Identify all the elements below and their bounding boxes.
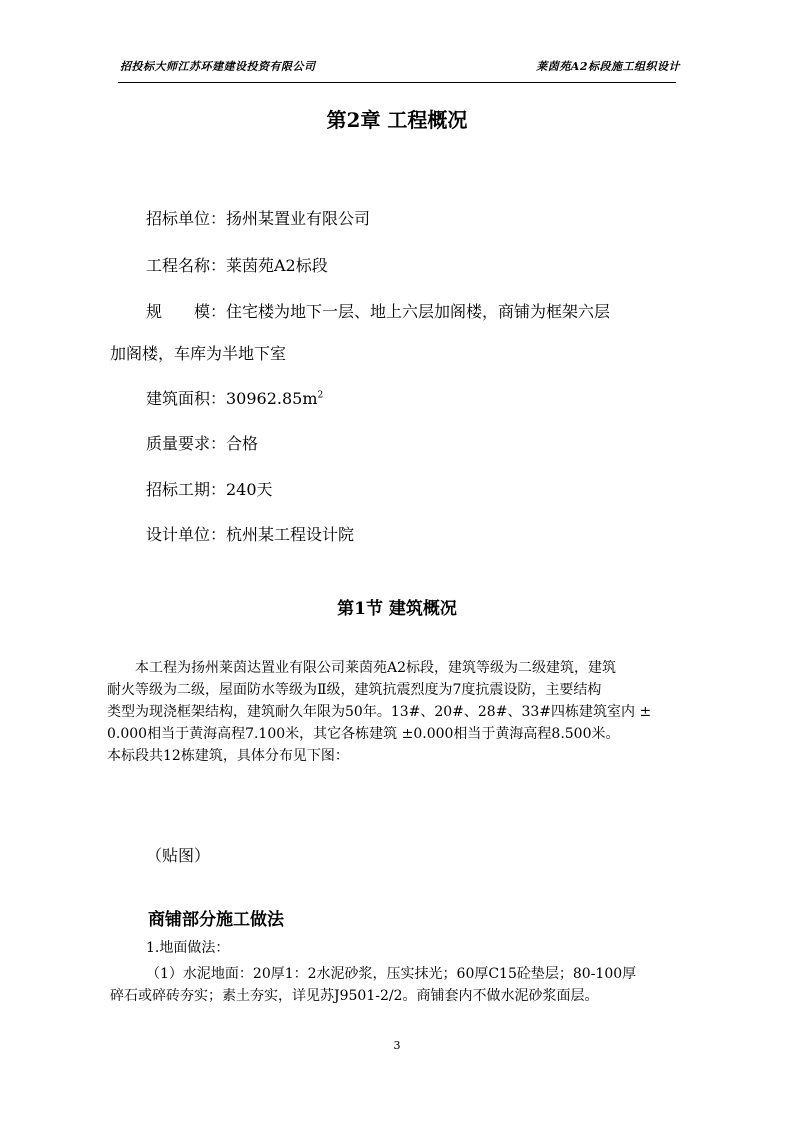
subsection-title: 商铺部分施工做法 <box>148 910 284 930</box>
floor-item-line-continued: 碎石或碎砖夯实；素土夯实，详见苏J9501-2/2。商铺套内不做水泥砂浆面层。 <box>110 988 599 1004</box>
field-bidder: 招标单位：扬州某置业有限公司 <box>146 209 371 228</box>
field-area-superscript: 2 <box>317 390 324 401</box>
section-title: 第1节 建筑概况 <box>337 599 457 619</box>
page-number: 3 <box>393 1039 401 1052</box>
header-document-title: 莱茵苑A2标段施工组织设计 <box>536 60 680 73</box>
overview-line: 0.000相当于黄海高程7.100米，其它各栋建筑 ±0.000相当于黄海高程8.500米。 <box>107 726 620 742</box>
field-period: 招标工期：240天 <box>146 480 273 499</box>
overview-line: 耐火等级为二级，屋面防水等级为Ⅱ级，建筑抗震烈度为7度抗震设防，主要结构 <box>107 682 602 698</box>
floor-item-line: （1）水泥地面：20厚1：2水泥砂浆，压实抹光；60厚C15砼垫层；80-100厚 <box>146 966 637 982</box>
field-quality: 质量要求：合格 <box>146 434 259 453</box>
header-company: 招投标大师江苏环建建设投资有限公司 <box>120 60 316 73</box>
field-scale-continued: 加阁楼，车库为半地下室 <box>110 344 287 363</box>
overview-line: 本标段共12栋建筑，具体分布见下图： <box>107 748 349 764</box>
field-area <box>146 386 323 409</box>
paste-image-note: （贴图） <box>146 846 211 865</box>
header-divider <box>118 82 676 83</box>
overview-line: 类型为现浇框架结构，建筑耐久年限为50年。13#、20#、28#、33#四栋建筑室内 ± <box>107 704 652 720</box>
chapter-title: 第2章 工程概况 <box>326 108 468 132</box>
field-designer: 设计单位：杭州某工程设计院 <box>146 525 355 544</box>
overview-line: 本工程为扬州莱茵达置业有限公司莱茵苑A2标段，建筑等级为二级建筑，建筑 <box>107 660 617 676</box>
floor-heading: 1.地面做法： <box>146 940 230 956</box>
overview-paragraph <box>107 657 689 767</box>
field-area-text: 建筑面积：30962.85m <box>146 389 318 408</box>
field-scale: 规 模：住宅楼为地下一层、地上六层加阁楼，商铺为框架六层 <box>146 302 611 321</box>
field-project-name: 工程名称：莱茵苑A2标段 <box>146 256 328 275</box>
